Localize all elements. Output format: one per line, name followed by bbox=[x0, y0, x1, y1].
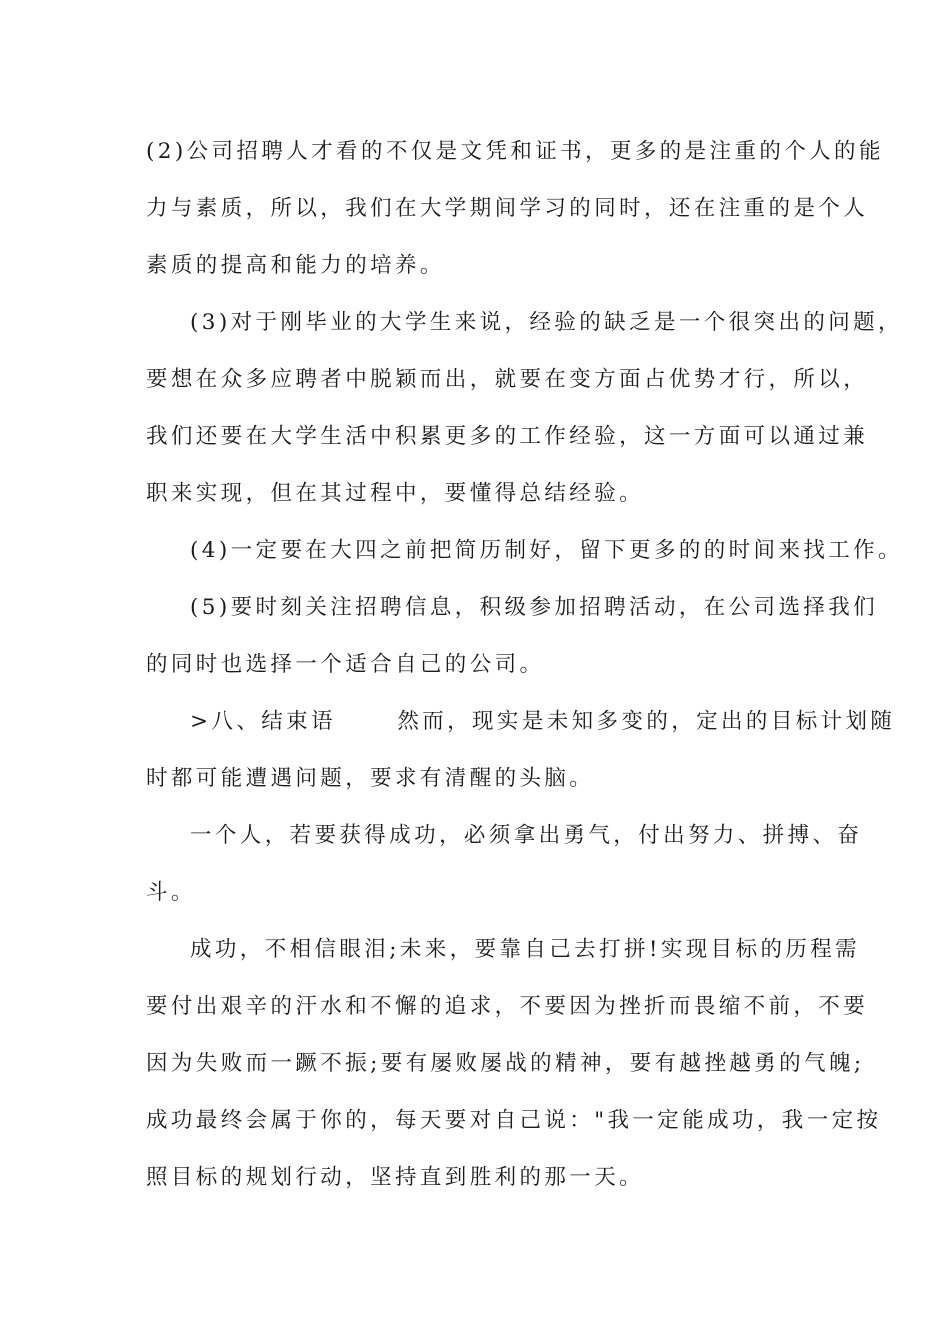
text-line: (2)公司招聘人才看的不仅是文凭和证书，更多的是注重的个人的能 bbox=[146, 139, 884, 164]
text-line: (3)对于刚毕业的大学生来说，经验的缺乏是一个很突出的问题， bbox=[190, 310, 903, 335]
text-line: 时都可能遭遇问题，要求有清醒的头脑。 bbox=[146, 766, 595, 791]
section-heading-line: >八、结束语 然而，现实是未知多变的，定出的目标计划随 bbox=[190, 709, 896, 734]
text-line: 成功最终会属于你的，每天要对自己说："我一定能成功，我一定按 bbox=[146, 1108, 882, 1133]
text-line: 的同时也选择一个适合自己的公司。 bbox=[146, 652, 545, 677]
text-line: 素质的提高和能力的培养。 bbox=[146, 253, 445, 278]
text-line: 要付出艰辛的汗水和不懈的追求，不要因为挫折而畏缩不前，不要 bbox=[146, 994, 869, 1019]
text-line: 我们还要在大学生活中积累更多的工作经验，这一方面可以通过兼 bbox=[146, 424, 869, 449]
text-line: 一个人，若要获得成功，必须拿出勇气，付出努力、拼搏、奋 bbox=[190, 823, 863, 848]
text-line: 力与素质，所以，我们在大学期间学习的同时，还在注重的是个人 bbox=[146, 196, 869, 221]
text-line: 因为失败而一蹶不振;要有屡败屡战的精神，要有越挫越勇的气魄; bbox=[146, 1051, 865, 1076]
text-line: 成功，不相信眼泪;未来，要靠自己去打拼!实现目标的历程需 bbox=[190, 937, 861, 962]
text-line: 要想在众多应聘者中脱颖而出，就要在变方面占优势才行，所以， bbox=[146, 367, 869, 392]
text-line: (4)一定要在大四之前把简历制好，留下更多的的时间来找工作。 bbox=[190, 538, 903, 563]
text-line: 职来实现，但在其过程中，要懂得总结经验。 bbox=[146, 481, 645, 506]
text-line: 照目标的规划行动，坚持直到胜利的那一天。 bbox=[146, 1165, 645, 1190]
text-line: 斗。 bbox=[146, 880, 196, 905]
text-line: (5)要时刻关注招聘信息，积级参加招聘活动，在公司选择我们 bbox=[190, 595, 879, 620]
